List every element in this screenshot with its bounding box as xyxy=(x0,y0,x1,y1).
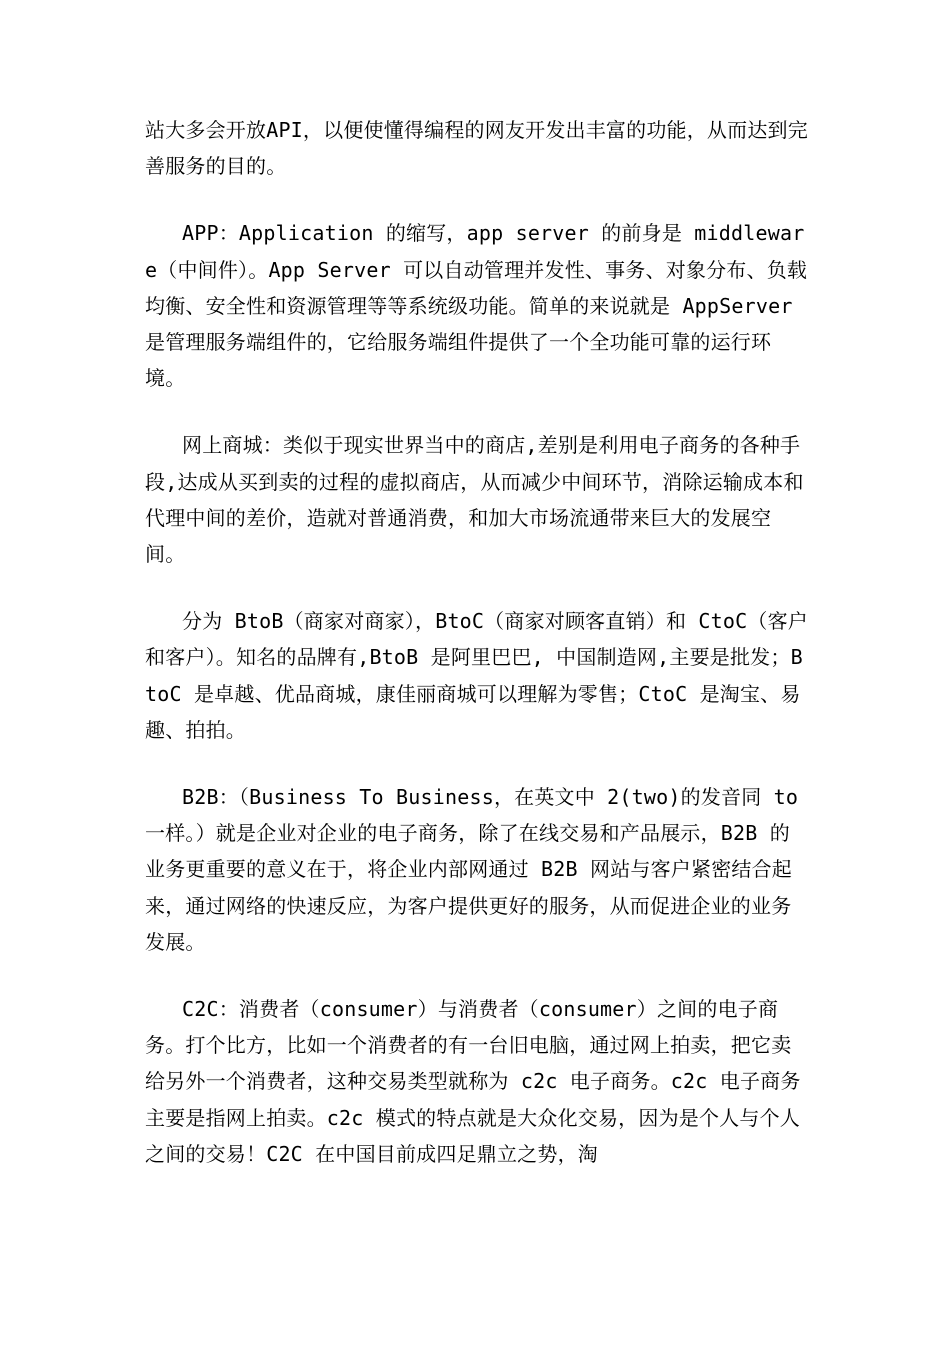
paragraph-b2b: B2B：（Business To Business，在英文中 2(two)的发音同 to 一样。）就是企业对企业的电子商务，除了在线交易和产品展示，B2B 的业务更重要的意义在于，将企业内部网通过 B2B 网站与客户紧密结合起来，通过网络的快速反应，为客户提供更好的服务，从而促进企业的业务发展。 xyxy=(145,785,799,954)
paragraph-gap xyxy=(145,748,810,779)
paragraph-online-mall: 网上商城：类似于现实世界当中的商店,差别是利用电子商务的各种手段,达成从买到卖的过程的虚拟商店，从而减少中间环节，消除运输成本和代理中间的差价，造就对普通消费，和加大市场流通带来巨大的发展空间。 xyxy=(145,433,804,567)
paragraph-btob-btoc-ctoc: 分为 BtoB（商家对商家），BtoC（商家对顾客直销）和 CtoC（客户和客户）。知名的品牌有,BtoB 是阿里巴巴, 中国制造网,主要是批发；BtoC 是卓越、优品商城，康佳丽商城可以理解为零售；CtoC 是淘宝、易趣、拍拍。 xyxy=(145,609,808,742)
document-page xyxy=(145,112,810,1172)
paragraph-app-definition: APP：Application 的缩写，app server 的前身是 middleware（中间件）。App Server 可以自动管理并发性、事务、对象分布、负载均衡、安全性和资源管理等等系统级功能。简单的来说就是 AppServer 是管理服务端组件的，它给服务端组件提供了一个全功能可靠的运行环境。 xyxy=(145,221,808,391)
paragraph-api-continuation: 站大多会开放API，以便使懂得编程的网友开发出丰富的功能，从而达到完善服务的目的。 xyxy=(145,118,808,179)
paragraph-gap xyxy=(145,396,810,427)
paragraph-gap xyxy=(145,960,810,991)
paragraph-gap xyxy=(145,572,810,603)
paragraph-gap xyxy=(145,184,810,215)
paragraph-c2c: C2C：消费者（consumer）与消费者（consumer）之间的电子商务。打个比方，比如一个消费者的有一台旧电脑，通过网上拍卖，把它卖给另外一个消费者，这种交易类型就称为 c2c 电子商务。c2c 电子商务主要是指网上拍卖。c2c 模式的特点就是大众化交易，因为是个人与个人之间的交易！C2C 在中国目前成四足鼎立之势，淘 xyxy=(145,997,801,1166)
